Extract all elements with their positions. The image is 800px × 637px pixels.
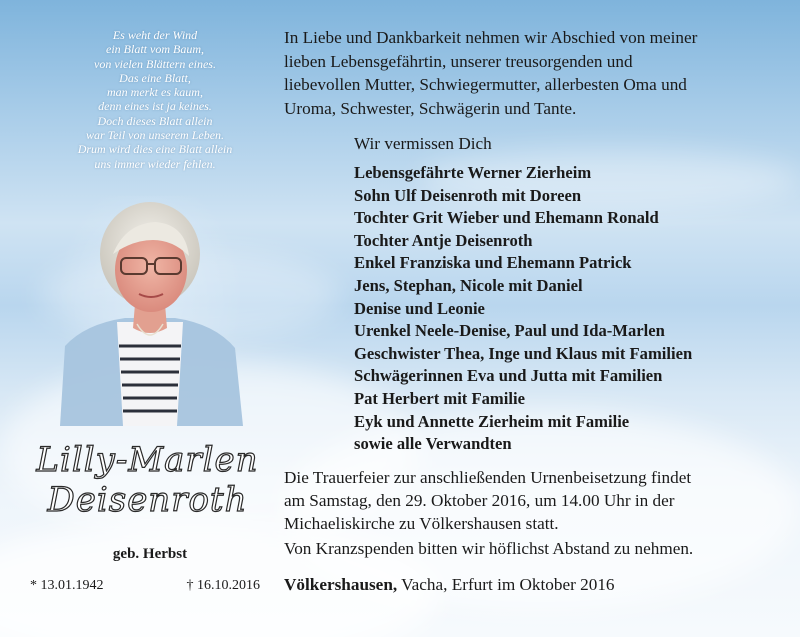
text-line: liebevollen Mutter, Schwiegermutter, allerbesten Oma und	[284, 75, 687, 95]
poem-line: Es weht der Wind	[112, 28, 198, 42]
mourner-entry: Sohn Ulf Deisenroth mit Doreen	[354, 185, 582, 205]
town-name: Völkershausen,	[284, 575, 398, 594]
death-date: † 16.10.2016	[186, 578, 260, 593]
mourner-entry: Eyk und Annette Zierheim mit Familie	[354, 411, 630, 431]
place-and-date	[284, 575, 615, 595]
memorial-poem	[40, 28, 270, 171]
first-name: Lilly-Marlen	[36, 440, 259, 480]
mourner-entry: Schwägerinnen Eva und Jutta mit Familien	[354, 366, 663, 386]
last-name: Deisenroth	[47, 480, 248, 520]
poem-line: war Teil von unserem Leben.	[85, 128, 225, 143]
mourner-entry: Tochter Grit Wieber und Ehemann Ronald	[354, 208, 659, 228]
text-line: Michaeliskirche zu Völkershausen statt.	[284, 514, 559, 534]
poem-line: Das eine Blatt,	[119, 70, 191, 85]
mourner-entry: Pat Herbert mit Familie	[354, 388, 525, 408]
poem-line: von vielen Blättern eines.	[94, 56, 216, 71]
text-line: Die Trauerfeier zur anschließenden Urnenbeisetzung findet	[284, 468, 692, 487]
text-line: In Liebe und Dankbarkeit nehmen wir Abschied von meiner	[284, 28, 698, 47]
poem-line: man merkt es kaum,	[107, 85, 203, 100]
place-rest: Vacha, Erfurt im Oktober 2016	[397, 575, 615, 594]
miss-line: Wir vermissen Dich	[354, 134, 492, 153]
text-line: lieben Lebensgefährtin, unserer treusorgenden und	[284, 51, 633, 71]
poem-line: uns immer wieder fehlen.	[94, 156, 216, 171]
poem-line: Doch dieses Blatt allein	[97, 113, 213, 128]
deceased-name	[30, 440, 265, 520]
poem-line: ein Blatt vom Baum,	[106, 42, 204, 57]
mourner-entry: Tochter Antje Deisenroth	[354, 230, 533, 250]
mourner-entry: Enkel Franziska und Ehemann Patrick	[354, 253, 632, 273]
mourner-entry: Lebensgefährte Werner Zierheim	[354, 163, 592, 182]
maiden-name: geb. Herbst	[112, 546, 188, 562]
ceremony-info	[284, 466, 784, 536]
mourner-entry: sowie alle Verwandten	[354, 434, 512, 454]
text-line: am Samstag, den 29. Oktober 2016, um 14.00 Uhr in der	[284, 491, 675, 511]
life-dates	[30, 578, 260, 594]
text-line: Uroma, Schwester, Schwägerin und Tante.	[284, 98, 577, 118]
mourner-entry: Urenkel Neele-Denise, Paul und Ida-Marlen	[354, 321, 665, 341]
birth-date: * 13.01.1942	[30, 578, 104, 593]
farewell-text	[284, 26, 784, 120]
mourner-entry: Geschwister Thea, Inge und Klaus mit Familien	[354, 343, 693, 363]
mourners-list	[354, 162, 774, 456]
mourner-entry: Denise und Leonie	[354, 298, 485, 318]
poem-line: denn eines ist ja keines.	[98, 99, 212, 114]
poem-line: Drum wird dies eine Blatt allein	[77, 142, 233, 157]
mourner-entry: Jens, Stephan, Nicole mit Daniel	[354, 275, 583, 295]
portrait-photo	[55, 196, 245, 426]
flowers-request: Von Kranzspenden bitten wir höflichst Abstand zu nehmen.	[284, 539, 694, 558]
